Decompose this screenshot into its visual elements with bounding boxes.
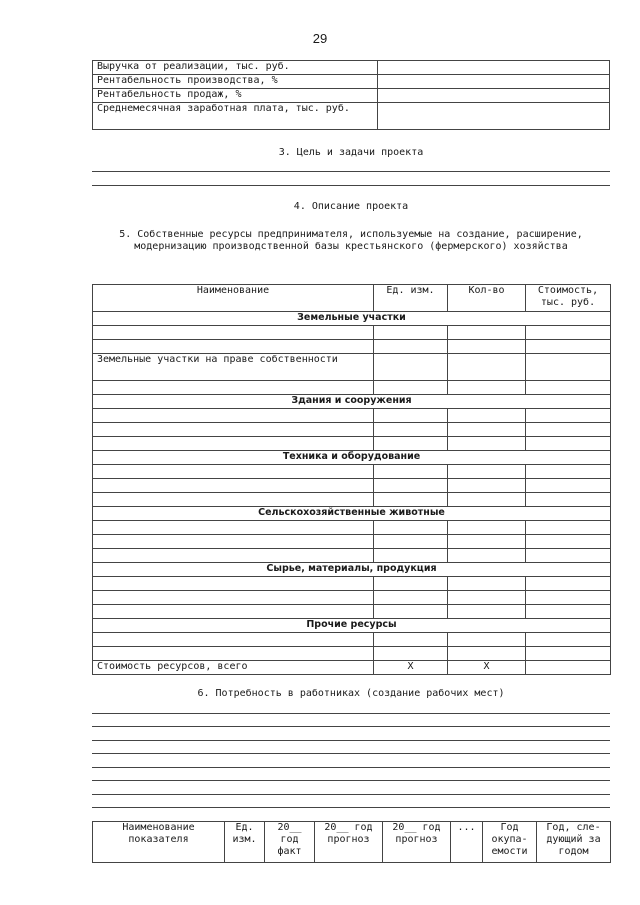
indicator-value[interactable]: [378, 61, 610, 75]
table-header-row: [93, 285, 611, 312]
blank-line[interactable]: [92, 740, 610, 741]
section-4-title: 4. Описание проекта: [293, 201, 409, 212]
col-header-next-year: Год, сле-дующий за годом: [537, 822, 611, 863]
col-header-name: Наименование: [93, 285, 374, 312]
total-row: [93, 661, 611, 675]
blank-line[interactable]: [92, 726, 610, 727]
col-header-year-fact: 20__ год факт: [265, 822, 315, 863]
table-row[interactable]: [93, 549, 611, 563]
col-header-unit: Ед. изм.: [374, 285, 448, 312]
table-header-row: [93, 822, 611, 863]
group-row-land: Земельные участки: [93, 312, 611, 326]
col-header-qty: Кол-во: [448, 285, 526, 312]
land-owned-label: Земельные участки на праве собственности: [93, 354, 374, 381]
table-row[interactable]: [93, 409, 611, 423]
group-row-buildings: Здания и сооружения: [93, 395, 611, 409]
table-row[interactable]: [93, 493, 611, 507]
indicator-value[interactable]: [378, 103, 610, 130]
total-qty: X: [448, 661, 526, 675]
indicators-table: [92, 60, 610, 130]
blank-line[interactable]: [92, 713, 610, 714]
table-row[interactable]: [93, 381, 611, 395]
table-row[interactable]: [93, 340, 611, 354]
indicator-label: Рентабельность производства, %: [93, 75, 378, 89]
table-row[interactable]: [93, 633, 611, 647]
group-row-equipment: Техника и оборудование: [93, 451, 611, 465]
section-3-title: 3. Цель и задачи проекта: [278, 147, 424, 158]
total-unit: X: [374, 661, 448, 675]
table-row[interactable]: [93, 591, 611, 605]
table-row: [93, 75, 610, 89]
table-row[interactable]: [93, 535, 611, 549]
table-row: [93, 103, 610, 130]
resources-table: [92, 284, 611, 675]
table-row[interactable]: [93, 521, 611, 535]
table-row[interactable]: [93, 354, 611, 381]
workers-table: [92, 821, 611, 863]
table-row[interactable]: [93, 326, 611, 340]
table-row: [93, 89, 610, 103]
table-row[interactable]: [93, 479, 611, 493]
table-row[interactable]: [93, 577, 611, 591]
blank-line[interactable]: [92, 767, 610, 768]
page-number: 29: [312, 31, 328, 46]
table-row[interactable]: [93, 647, 611, 661]
table-row[interactable]: [93, 605, 611, 619]
indicator-label: Рентабельность продаж, %: [93, 89, 378, 103]
total-cost[interactable]: [526, 661, 611, 675]
section-5-title: 5. Собственные ресурсы предпринимателя, используемые на создание, расширение, модернизацию производственной базы крестьянского (фермерского) хозяйства: [119, 229, 583, 252]
col-header-year-forecast: 20__ год прогноз: [315, 822, 383, 863]
indicator-label: Среднемесячная заработная плата, тыс. руб.: [93, 103, 378, 130]
table-row[interactable]: [93, 465, 611, 479]
blank-line[interactable]: [92, 185, 610, 186]
col-header-indicator: Наименование показателя: [93, 822, 225, 863]
col-header-unit: Ед. изм.: [225, 822, 265, 863]
blank-line[interactable]: [92, 753, 610, 754]
group-row-other: Прочие ресурсы: [93, 619, 611, 633]
table-row: [93, 61, 610, 75]
table-row[interactable]: [93, 423, 611, 437]
blank-line[interactable]: [92, 794, 610, 795]
blank-line[interactable]: [92, 171, 610, 172]
group-row-materials: Сырье, материалы, продукция: [93, 563, 611, 577]
indicator-label: Выручка от реализации, тыс. руб.: [93, 61, 378, 75]
col-header-ellipsis: ...: [451, 822, 483, 863]
indicator-value[interactable]: [378, 89, 610, 103]
col-header-payback-year: Год окупа-емости: [483, 822, 537, 863]
table-row[interactable]: [93, 437, 611, 451]
blank-line[interactable]: [92, 780, 610, 781]
blank-line[interactable]: [92, 807, 610, 808]
col-header-cost: Стоимость, тыс. руб.: [526, 285, 611, 312]
indicator-value[interactable]: [378, 75, 610, 89]
section-6-title: 6. Потребность в работниках (создание рабочих мест): [197, 688, 505, 699]
total-label: Стоимость ресурсов, всего: [93, 661, 374, 675]
group-row-animals: Сельскохозяйственные животные: [93, 507, 611, 521]
col-header-year-forecast: 20__ год прогноз: [383, 822, 451, 863]
